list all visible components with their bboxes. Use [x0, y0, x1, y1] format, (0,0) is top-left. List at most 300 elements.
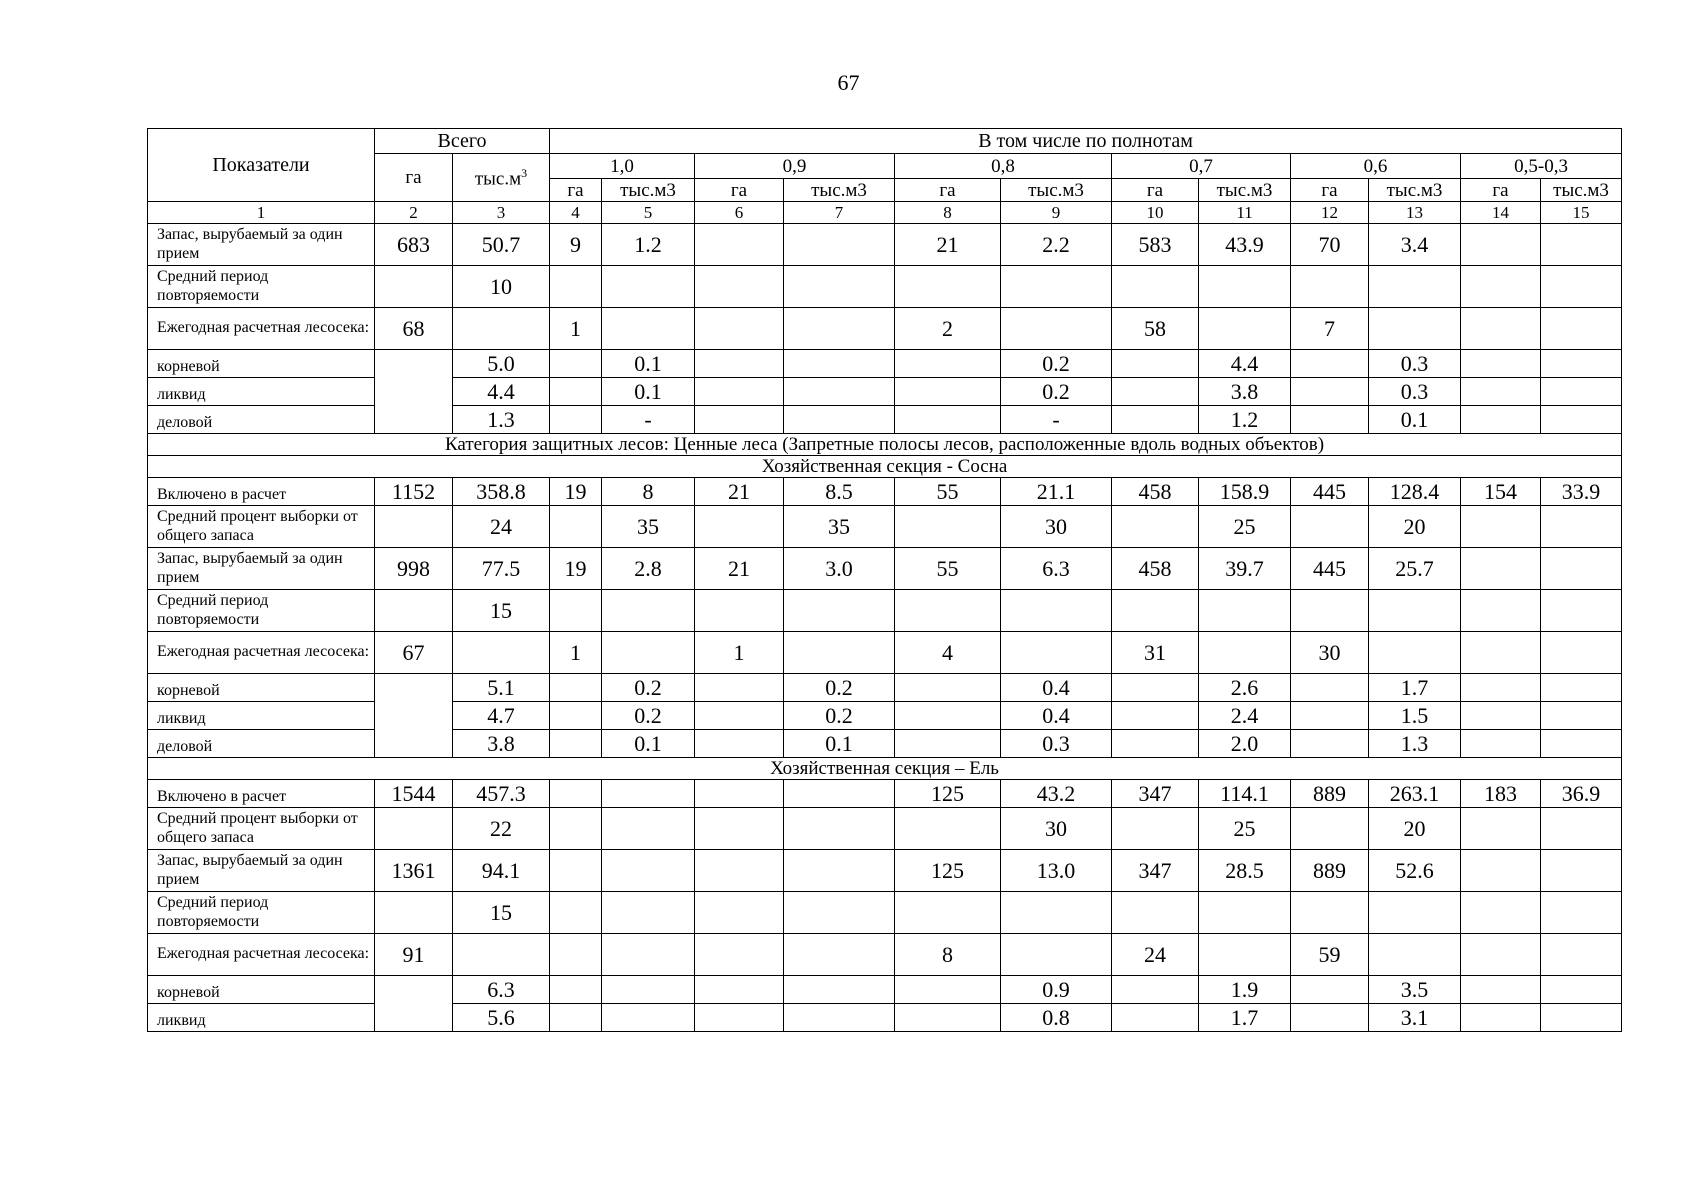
table-cell: 5.6 [453, 1004, 550, 1032]
table-cell: 458 [1112, 548, 1199, 590]
table-cell [1199, 266, 1291, 308]
table-cell [1541, 632, 1622, 674]
table-cell: 0.1 [1369, 406, 1461, 434]
table-cell [1541, 730, 1622, 758]
table-cell [1541, 850, 1622, 892]
row-label: Средний период повторяемости [148, 266, 375, 308]
table-row [148, 456, 1622, 478]
table-cell [602, 590, 695, 632]
table-cell [1291, 702, 1369, 730]
table-cell [1461, 934, 1541, 976]
table-cell: 15 [453, 590, 550, 632]
table-cell: 1 [550, 632, 602, 674]
table-cell [695, 224, 784, 266]
total-header: Всего [375, 129, 550, 154]
table-cell: 3.5 [1369, 976, 1461, 1004]
table-cell: 0.2 [1001, 350, 1112, 378]
table-cell: 33.9 [1541, 478, 1622, 506]
table-cell: 13.0 [1001, 850, 1112, 892]
table-cell [1001, 308, 1112, 350]
table-cell: 8 [602, 478, 695, 506]
table-cell [895, 266, 1001, 308]
table-row [148, 632, 1622, 674]
table-cell [895, 674, 1001, 702]
table-row [148, 1004, 1622, 1032]
row-label: Средний период повторяемости [148, 892, 375, 934]
table-cell: 22 [453, 808, 550, 850]
unit-ha: га [1112, 179, 1199, 202]
row-label: ликвид [148, 702, 375, 730]
table-cell [1461, 730, 1541, 758]
table-cell [895, 406, 1001, 434]
table-cell [375, 506, 453, 548]
column-number: 13 [1369, 202, 1461, 224]
table-cell: 458 [1112, 478, 1199, 506]
table-cell [1112, 702, 1199, 730]
table-cell [602, 1004, 695, 1032]
table-row [148, 224, 1622, 266]
table-cell [1461, 808, 1541, 850]
table-cell: 0.4 [1001, 702, 1112, 730]
table-cell [1001, 590, 1112, 632]
table-cell [602, 308, 695, 350]
table-cell: 24 [453, 506, 550, 548]
column-number: 14 [1461, 202, 1541, 224]
table-cell [895, 506, 1001, 548]
table-cell [784, 892, 895, 934]
density-header: 0,8 [895, 154, 1112, 179]
table-cell [695, 308, 784, 350]
table-row [148, 758, 1622, 780]
unit-thous-m3: тыс.м3 [1199, 179, 1291, 202]
table-cell [1461, 850, 1541, 892]
table-cell: 263.1 [1369, 780, 1461, 808]
table-cell: 8.5 [784, 478, 895, 506]
table-cell [695, 808, 784, 850]
table-cell [695, 934, 784, 976]
table-cell [550, 1004, 602, 1032]
table-cell: 114.1 [1199, 780, 1291, 808]
unit-ha: га [1291, 179, 1369, 202]
table-cell [550, 780, 602, 808]
forest-cutting-table [147, 128, 1622, 1032]
table-cell: 2.2 [1001, 224, 1112, 266]
table-cell: 0.2 [1001, 378, 1112, 406]
table-cell: 25 [1199, 808, 1291, 850]
row-label: Ежегодная расчетная лесосека: [148, 308, 375, 350]
table-cell [602, 892, 695, 934]
table-cell [1199, 632, 1291, 674]
table-cell: 3.8 [1199, 378, 1291, 406]
table-cell [784, 976, 895, 1004]
table-cell [1291, 406, 1369, 434]
table-cell: 19 [550, 548, 602, 590]
table-cell [550, 674, 602, 702]
row-label: Включено в расчет [148, 780, 375, 808]
table-cell: 6.3 [1001, 548, 1112, 590]
table-cell [550, 808, 602, 850]
table-cell: 31 [1112, 632, 1199, 674]
table-cell: 25.7 [1369, 548, 1461, 590]
table-cell [895, 976, 1001, 1004]
table-cell [784, 224, 895, 266]
row-label: деловой [148, 406, 375, 434]
table-cell: 0.2 [784, 702, 895, 730]
density-header: 0,6 [1291, 154, 1461, 179]
table-cell: 0.2 [602, 674, 695, 702]
table-cell [1291, 674, 1369, 702]
table-cell: 1.3 [453, 406, 550, 434]
table-cell: 0.2 [784, 674, 895, 702]
table-cell: 0.8 [1001, 1004, 1112, 1032]
table-cell: 67 [375, 632, 453, 674]
table-cell: 55 [895, 478, 1001, 506]
total-volume-header: $тыс.м^3$ [453, 154, 550, 202]
table-cell [375, 808, 453, 850]
column-number: 2 [375, 202, 453, 224]
table-cell: 358.8 [453, 478, 550, 506]
table-cell [695, 730, 784, 758]
table-cell [550, 730, 602, 758]
table-cell: 5.0 [453, 350, 550, 378]
table-cell: 91 [375, 934, 453, 976]
table-cell [784, 266, 895, 308]
table-cell [695, 976, 784, 1004]
table-cell: 683 [375, 224, 453, 266]
table-cell: 0.3 [1369, 378, 1461, 406]
indicators-header: Показатели [148, 129, 375, 202]
table-cell [1112, 674, 1199, 702]
table-row [148, 976, 1622, 1004]
table-cell [784, 350, 895, 378]
table-cell: 445 [1291, 478, 1369, 506]
table-row [148, 934, 1622, 976]
table-cell [1291, 506, 1369, 548]
table-cell [784, 780, 895, 808]
unit-thous-m3: тыс.м3 [784, 179, 895, 202]
table-cell: 583 [1112, 224, 1199, 266]
table-cell: 1.5 [1369, 702, 1461, 730]
table-cell [695, 590, 784, 632]
table-cell: 36.9 [1541, 780, 1622, 808]
table-cell [695, 266, 784, 308]
row-label: корневой [148, 350, 375, 378]
table-cell [1112, 1004, 1199, 1032]
table-cell: 0.2 [602, 702, 695, 730]
section-title: Хозяйственная секция - Сосна [148, 456, 1622, 478]
row-label: Средний период повторяемости [148, 590, 375, 632]
table-cell [1291, 590, 1369, 632]
table-cell: 1544 [375, 780, 453, 808]
unit-ha: га [695, 179, 784, 202]
table-row [148, 730, 1622, 758]
table-cell [695, 892, 784, 934]
table-cell [1112, 506, 1199, 548]
table-cell [1461, 548, 1541, 590]
table-cell: 1.7 [1199, 1004, 1291, 1032]
table-cell [602, 780, 695, 808]
table-cell [1541, 224, 1622, 266]
table-row [148, 434, 1622, 456]
table-cell: 1.3 [1369, 730, 1461, 758]
table-cell [1112, 892, 1199, 934]
table-cell: 1 [695, 632, 784, 674]
section-title: Хозяйственная секция – Ель [148, 758, 1622, 780]
row-label: Ежегодная расчетная лесосека: [148, 934, 375, 976]
table-cell: 889 [1291, 850, 1369, 892]
table-row [148, 780, 1622, 808]
table-cell [1369, 308, 1461, 350]
table-cell: 4 [895, 632, 1001, 674]
row-label: Запас, вырубаемый за один прием [148, 850, 375, 892]
table-cell [1112, 406, 1199, 434]
table-cell [1369, 632, 1461, 674]
table-cell [784, 406, 895, 434]
table-row [148, 506, 1622, 548]
density-header: 0,7 [1112, 154, 1291, 179]
table-cell [1199, 590, 1291, 632]
table-cell [550, 590, 602, 632]
table-cell: 154 [1461, 478, 1541, 506]
table-cell: 1.2 [1199, 406, 1291, 434]
table-cell [550, 892, 602, 934]
table-cell: 1 [550, 308, 602, 350]
column-number: 5 [602, 202, 695, 224]
table-cell [1461, 406, 1541, 434]
table-cell [1291, 378, 1369, 406]
table-cell [1461, 350, 1541, 378]
table-cell: 889 [1291, 780, 1369, 808]
by-density-header: В том числе по полнотам [550, 129, 1622, 154]
table-cell: 1361 [375, 850, 453, 892]
table-cell [784, 1004, 895, 1032]
table-cell: 125 [895, 850, 1001, 892]
table-cell: 10 [453, 266, 550, 308]
row-label: Средний процент выборки от общего запаса [148, 808, 375, 850]
table-row [148, 378, 1622, 406]
unit-thous-m3: тыс.м3 [602, 179, 695, 202]
table-cell [550, 350, 602, 378]
table-cell: 2 [895, 308, 1001, 350]
table-cell [1369, 590, 1461, 632]
table-cell [602, 808, 695, 850]
table-cell [1541, 976, 1622, 1004]
table-cell [1112, 350, 1199, 378]
table-cell [550, 506, 602, 548]
table-cell [1291, 350, 1369, 378]
table-cell: 28.5 [1199, 850, 1291, 892]
table-cell [453, 934, 550, 976]
table-cell [453, 308, 550, 350]
table-cell [1291, 976, 1369, 1004]
table-cell [1541, 934, 1622, 976]
table-cell [784, 632, 895, 674]
header-row-1 [148, 129, 1622, 154]
table-cell [1541, 266, 1622, 308]
table-cell [602, 976, 695, 1004]
table-cell [375, 892, 453, 934]
table-cell: 9 [550, 224, 602, 266]
unit-thous-m3: тыс.м3 [1541, 179, 1622, 202]
density-header: 1,0 [550, 154, 695, 179]
table-cell: 0.3 [1369, 350, 1461, 378]
table-cell [1112, 976, 1199, 1004]
table-cell [895, 702, 1001, 730]
table-cell: 0.9 [1001, 976, 1112, 1004]
table-cell [1541, 350, 1622, 378]
table-cell [1541, 808, 1622, 850]
table-cell [1199, 934, 1291, 976]
table-cell [375, 590, 453, 632]
table-cell [1291, 808, 1369, 850]
table-row [148, 850, 1622, 892]
row-label: Запас, вырубаемый за один прием [148, 224, 375, 266]
table-cell [1461, 308, 1541, 350]
table-cell [1541, 590, 1622, 632]
table-cell: 5.1 [453, 674, 550, 702]
table-cell: 2.4 [1199, 702, 1291, 730]
table-cell [895, 892, 1001, 934]
table-row [148, 308, 1622, 350]
table-cell: 1.7 [1369, 674, 1461, 702]
column-number: 4 [550, 202, 602, 224]
row-label: ликвид [148, 1004, 375, 1032]
row-label: Включено в расчет [148, 478, 375, 506]
table-row [148, 892, 1622, 934]
table-cell: 4.7 [453, 702, 550, 730]
unit-ha: га [1461, 179, 1541, 202]
table-row [148, 808, 1622, 850]
table-cell: 77.5 [453, 548, 550, 590]
table-cell [550, 378, 602, 406]
table-cell: - [602, 406, 695, 434]
category-title: Категория защитных лесов: Ценные леса (Запретные полосы лесов, расположенные вдоль водных объектов) [148, 434, 1622, 456]
table-cell [784, 378, 895, 406]
table-cell: 35 [602, 506, 695, 548]
table-cell: 21 [695, 478, 784, 506]
table-cell [1001, 892, 1112, 934]
table-cell [695, 702, 784, 730]
density-header: 0,5-0,3 [1461, 154, 1622, 179]
table-row [148, 548, 1622, 590]
table-cell: 30 [1001, 506, 1112, 548]
table-cell: 8 [895, 934, 1001, 976]
table-cell: 7 [1291, 308, 1369, 350]
table-cell: 347 [1112, 850, 1199, 892]
table-cell [602, 934, 695, 976]
table-cell [550, 934, 602, 976]
table-cell: 20 [1369, 808, 1461, 850]
table-cell [1369, 934, 1461, 976]
table-cell [1461, 892, 1541, 934]
table-cell [1291, 1004, 1369, 1032]
table-cell [1541, 548, 1622, 590]
column-number: 10 [1112, 202, 1199, 224]
table-cell: 21.1 [1001, 478, 1112, 506]
table-cell [895, 350, 1001, 378]
table-cell: 55 [895, 548, 1001, 590]
table-cell: 43.2 [1001, 780, 1112, 808]
table-cell [1199, 308, 1291, 350]
table-row [148, 406, 1622, 434]
table-cell [1461, 506, 1541, 548]
table-cell [1461, 674, 1541, 702]
table-cell: 35 [784, 506, 895, 548]
table-cell [1001, 266, 1112, 308]
column-number: 8 [895, 202, 1001, 224]
table-cell: 39.7 [1199, 548, 1291, 590]
table-cell [695, 780, 784, 808]
table-cell: 445 [1291, 548, 1369, 590]
density-header: 0,9 [695, 154, 895, 179]
table-cell: 21 [895, 224, 1001, 266]
table-cell: 68 [375, 308, 453, 350]
table-cell: 1.2 [602, 224, 695, 266]
row-label: корневой [148, 976, 375, 1004]
table-cell: 2.8 [602, 548, 695, 590]
table-cell: 59 [1291, 934, 1369, 976]
table-cell [695, 350, 784, 378]
table-cell: 3.1 [1369, 1004, 1461, 1032]
unit-ha: га [895, 179, 1001, 202]
table-cell: 43.9 [1199, 224, 1291, 266]
table-cell [1461, 1004, 1541, 1032]
table-cell: 0.1 [602, 350, 695, 378]
table-row [148, 266, 1622, 308]
table-cell [784, 850, 895, 892]
table-cell: 1.9 [1199, 976, 1291, 1004]
table-row [148, 702, 1622, 730]
row-label: Запас, вырубаемый за один прием [148, 548, 375, 590]
table-cell [784, 934, 895, 976]
table-cell: 0.1 [784, 730, 895, 758]
table-cell [1541, 378, 1622, 406]
table-cell: 4.4 [453, 378, 550, 406]
table-row [148, 478, 1622, 506]
column-numbers-row [148, 202, 1622, 224]
table-cell [1369, 266, 1461, 308]
table-row [148, 674, 1622, 702]
table-cell: 998 [375, 548, 453, 590]
table-cell: 94.1 [453, 850, 550, 892]
table-cell: 2.0 [1199, 730, 1291, 758]
table-cell [550, 406, 602, 434]
table-cell [602, 850, 695, 892]
table-cell: 4.4 [1199, 350, 1291, 378]
row-label: корневой [148, 674, 375, 702]
page-number: 67 [837, 70, 860, 95]
table-cell: - [1001, 406, 1112, 434]
column-number: 3 [453, 202, 550, 224]
table-cell [1369, 892, 1461, 934]
table-cell: 15 [453, 892, 550, 934]
table-cell [1461, 224, 1541, 266]
table-cell: 25 [1199, 506, 1291, 548]
table-cell [550, 976, 602, 1004]
unit-thous-m3: тыс.м3 [1001, 179, 1112, 202]
column-number: 7 [784, 202, 895, 224]
table-cell [1541, 1004, 1622, 1032]
table-cell [895, 590, 1001, 632]
table-cell [1461, 266, 1541, 308]
unit-ha: га [550, 179, 602, 202]
total-ha-header: га [375, 154, 453, 202]
table-cell [1541, 892, 1622, 934]
table-cell [602, 632, 695, 674]
table-cell: 3.4 [1369, 224, 1461, 266]
table-cell [1199, 892, 1291, 934]
column-number: 11 [1199, 202, 1291, 224]
